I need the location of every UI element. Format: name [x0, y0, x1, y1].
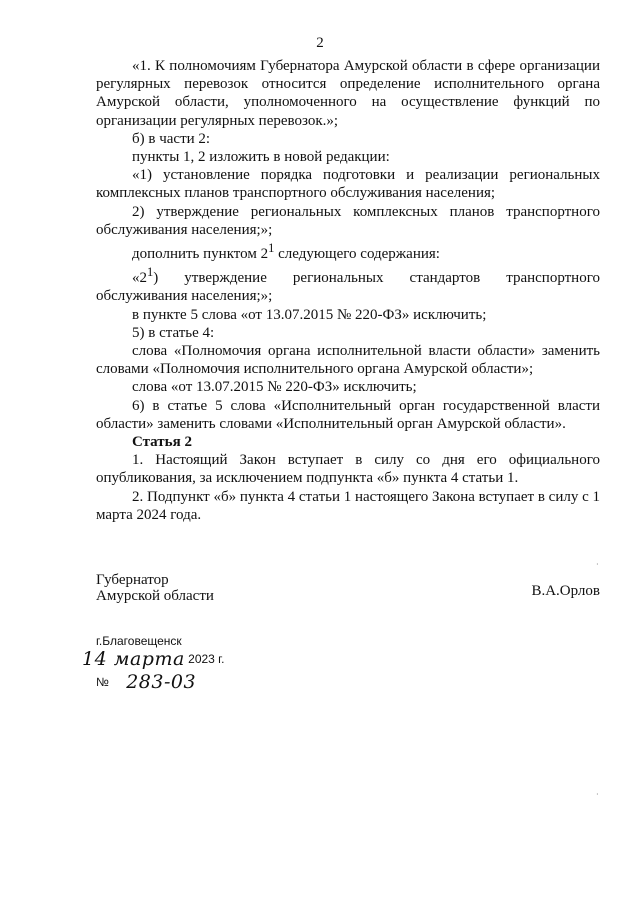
- superscript: 1: [147, 265, 154, 280]
- article2-heading: Статья 2: [132, 434, 192, 451]
- number-label: №: [96, 675, 109, 689]
- paragraph-replace-words: слова «Полномочия органа исполнительной власти области» заменить словами «Полномочия исполнительного органа Амурской области»;: [96, 343, 600, 378]
- article2-paragraph-2: 2. Подпункт «б» пункта 4 статьи 1 настоящего Закона вступает в силу с 1 марта 2024 года.: [96, 488, 600, 523]
- paragraph-part2: б) в части 2:: [132, 130, 211, 147]
- issue-number: [96, 669, 196, 691]
- signatory-title: [96, 572, 214, 604]
- paragraph-article1-item1: «1. К полномочиям Губернатора Амурской области в сфере организации регулярных перевозок относится определение исполнительного органа Амурской области, уполномоченного на осуществление функций по организации регулярных перевозок.»;: [96, 58, 600, 129]
- paragraph-article4: 5) в статье 4:: [132, 324, 215, 341]
- text-fragment: ) утверждение региональных стандартов транспортного обслуживания населения;»;: [96, 270, 600, 305]
- paragraph-item-2-1: [96, 263, 600, 305]
- text-fragment: следующего содержания:: [274, 246, 440, 263]
- paragraph-item-5-exclusion: в пункте 5 слова «от 13.07.2015 № 220-ФЗ» исключить;: [132, 306, 487, 323]
- handwritten-number: 283-03: [126, 671, 197, 693]
- issue-year: 2023 г.: [188, 652, 225, 666]
- issue-date: [82, 646, 224, 668]
- document-body: [96, 57, 600, 524]
- article2-paragraph-1: 1. Настоящий Закон вступает в силу со дня его официального опубликования, за исключением подпункта «б» пункта 4 статьи 1.: [96, 452, 600, 487]
- paragraph-items-1-2-intro: пункты 1, 2 изложить в новой редакции:: [132, 149, 390, 166]
- paragraph-article5: 6) в статье 5 слова «Исполнительный орган государственной власти области» заменить словами «Исполнительный орган Амурской области».: [96, 397, 600, 432]
- text-fragment: дополнить пунктом 2: [132, 246, 269, 263]
- paragraph-exclude-words: слова «от 13.07.2015 № 220-ФЗ» исключить;: [132, 379, 417, 396]
- paragraph-item-2: 2) утверждение региональных комплексных планов транспортного обслуживания населения;»;: [96, 203, 600, 238]
- signatory-name: В.А.Орлов: [531, 583, 600, 599]
- superscript: 1: [268, 241, 275, 256]
- issue-city: г.Благовещенск: [96, 634, 182, 648]
- handwritten-date: 14 марта: [82, 648, 185, 670]
- scan-speck: ·: [596, 560, 599, 569]
- signatory-title-line2: Амурской области: [96, 588, 214, 604]
- signatory-title-line1: Губернатор: [96, 572, 169, 588]
- paragraph-add-item-2-1: [96, 239, 600, 263]
- paragraph-item-1: «1) установление порядка подготовки и реализации региональных комплексных планов транспортного обслуживания населения;: [96, 167, 600, 202]
- text-fragment: «2: [132, 270, 147, 287]
- page-number: 2: [316, 35, 324, 51]
- scan-speck: ·: [596, 790, 599, 799]
